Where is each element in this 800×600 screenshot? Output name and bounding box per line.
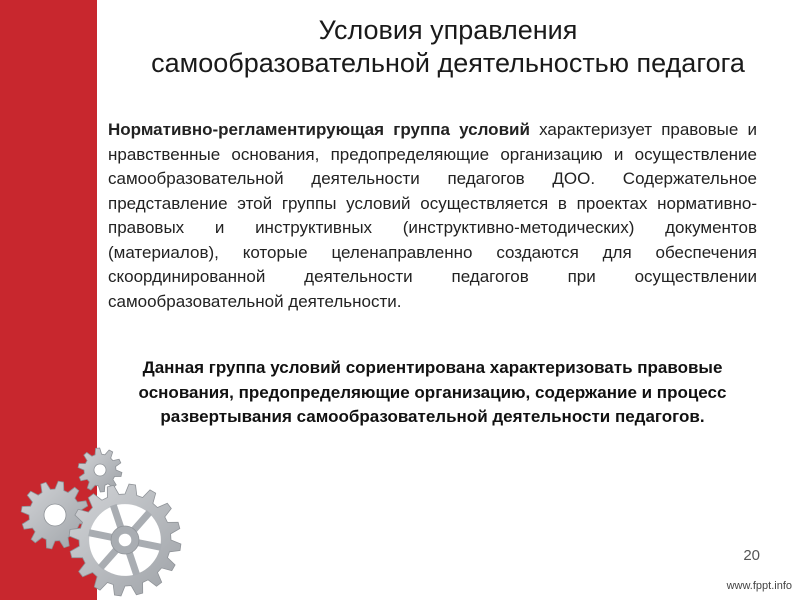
page-number: 20 (743, 547, 760, 564)
paragraph-lead: Нормативно-регламентирующая группа условий (108, 120, 530, 139)
small-gear-icon (78, 448, 122, 492)
paragraph-rest: характеризует правовые и нравственные основания, предопределяющие организацию и осуществление самообразовательной деятельности педагогов ДОО. Содержательное представление этой группы условий осуществляется в проектах нормативно-правовых и инструктивных (инструктивно-методических) документов (материалов), которые целенаправленно создаются для обеспечения скоординированной деятельности педагогов при осуществлении самообразовательной деятельности. (108, 120, 757, 311)
title-line-1: Условия управления (318, 15, 578, 45)
gears-icon (0, 420, 200, 600)
title-line-2: самообразовательной деятельностью педагога (151, 48, 745, 78)
footer-url: www.fppt.info (726, 580, 792, 592)
conclusion-text: Данная группа условий сориентирована характеризовать правовые основания, предопределяющие организацию, содержание и процесс развертывания самообразовательной деятельности педагогов. (138, 358, 727, 426)
body-paragraph (108, 118, 757, 314)
slide-title (118, 14, 778, 80)
